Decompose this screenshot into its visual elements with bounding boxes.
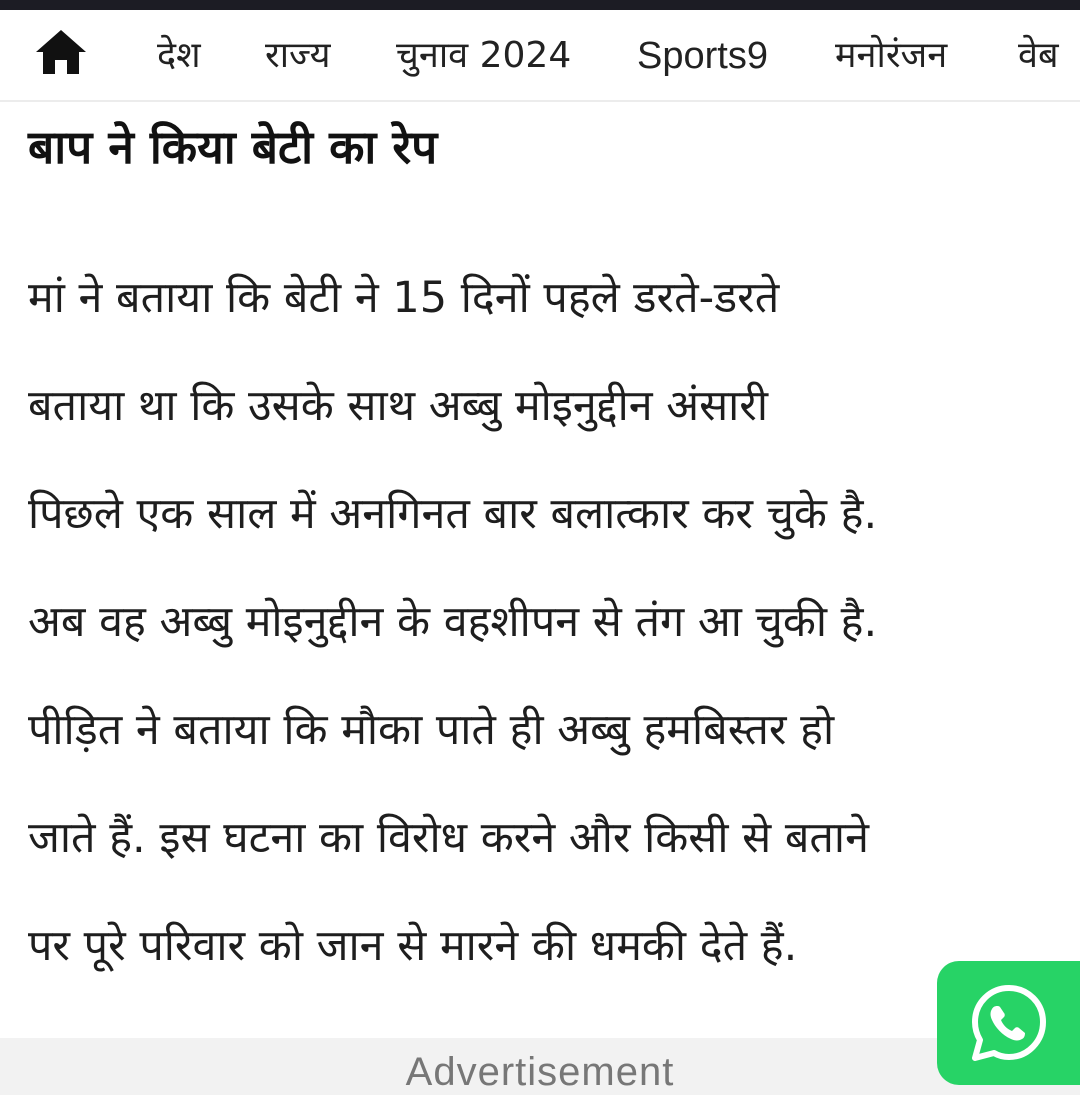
article-body — [28, 262, 1058, 1018]
article-line: बताया था कि उसके साथ अब्बु मोइनुद्दीन अंसारी — [28, 381, 769, 431]
article-headline: बाप ने किया बेटी का रेप — [28, 120, 438, 174]
nav-item-rajya[interactable]: राज्य — [265, 35, 331, 76]
whatsapp-share-button[interactable] — [937, 961, 1080, 1085]
nav-item-web[interactable]: वेब — [1018, 35, 1059, 76]
article-line: पर पूरे परिवार को जान से मारने की धमकी देते हैं. — [28, 921, 798, 971]
advertisement-area — [0, 1038, 1080, 1095]
article-line: अब वह अब्बु मोइनुद्दीन के वहशीपन से तंग आ चुकी है. — [28, 597, 878, 647]
status-strip — [0, 0, 1080, 10]
home-button[interactable] — [30, 24, 92, 80]
nav-item-chunav[interactable]: चुनाव 2024 — [396, 35, 572, 76]
nav-item-desh[interactable]: देश — [157, 35, 201, 76]
article-line: पीड़ित ने बताया कि मौका पाते ही अब्बु हमबिस्तर हो — [28, 705, 835, 755]
article-line: मां ने बताया कि बेटी ने 15 दिनों पहले डरते-डरते — [28, 273, 780, 323]
advertisement-label: Advertisement — [405, 1050, 675, 1094]
home-icon — [33, 27, 89, 77]
category-nav — [0, 10, 1080, 102]
nav-item-sports[interactable]: Sports9 — [637, 35, 768, 77]
nav-item-manoranjan[interactable]: मनोरंजन — [835, 35, 948, 76]
whatsapp-icon — [967, 981, 1051, 1065]
article-line: पिछले एक साल में अनगिनत बार बलात्कार कर चुके है. — [28, 489, 878, 539]
article-line: जाते हैं. इस घटना का विरोध करने और किसी से बताने — [28, 813, 869, 863]
